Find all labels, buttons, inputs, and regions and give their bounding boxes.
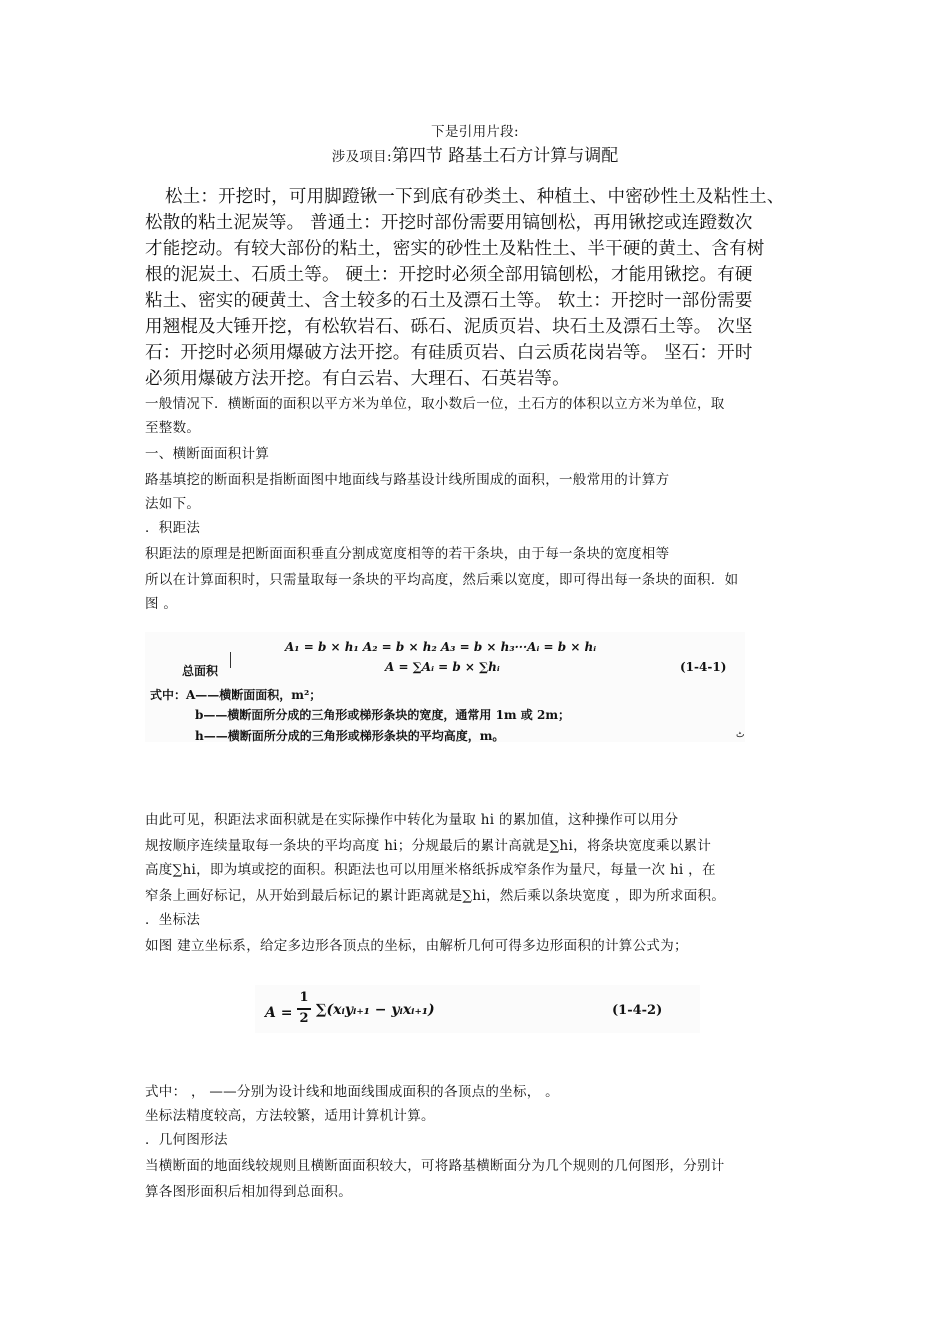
- formula1-mark: ٹ: [736, 730, 745, 740]
- formula1-number: (1-4-1): [680, 660, 727, 674]
- body1-line-3: 路基填挖的断面积是指断面图中地面线与路基设计线所围成的面积，一般常用的计算方: [145, 472, 670, 488]
- body3-line-3: 当横断面的地面线较规则且横断面面积较大，可将路基横断面分为几个规则的几何图形，分别计: [145, 1158, 725, 1174]
- formula2-frac-num: 1: [299, 990, 309, 1005]
- body3-line-1: 坐标法精度较高，方法较繁，适用计算机计算。: [145, 1108, 435, 1124]
- soil-line-2: 才能挖动。有较大部份的粘土，密实的砂性土及粘性土、半干硬的黄土、含有树: [145, 239, 765, 259]
- formula1-where3: h——横断面所分成的三角形或梯形条块的平均高度，m。: [195, 729, 505, 743]
- body2-line-5: 如图 建立坐标系，给定多边形各顶点的坐标，由解析几何可得多边形面积的计算公式为；: [145, 938, 688, 954]
- body3-line-4: 算各图形面积后相加得到总面积。: [145, 1184, 352, 1200]
- formula1-where2: b——横断面所分成的三角形或梯形条块的宽度，通常用 1m 或 2m；: [195, 708, 571, 722]
- body2-line-0: 由此可见，积距法求面积就是在实际操作中转化为量取 hi 的累加值，这种操作可以用分: [145, 812, 679, 828]
- subheading-zuobiao: ．坐标法: [145, 912, 201, 928]
- formula2-frac-den: 2: [299, 1011, 309, 1026]
- quote-intro: 下是引用片段:: [431, 124, 519, 140]
- body1-line-0: 一般情况下．横断面的面积以平方米为单位，取小数后一位，土石方的体积以立方米为单位，取: [145, 396, 725, 412]
- body3-line-0: 式中： ， ——分别为设计线和地面线围成面积的各顶点的坐标， 。: [145, 1084, 559, 1100]
- page-title: [0, 141, 950, 166]
- section-title: 第四节 路基土石方计算与调配: [391, 146, 619, 166]
- text-cursor-icon: [230, 652, 231, 668]
- subheading-jiju: ．积距法: [145, 520, 201, 536]
- soil-line-0: 松土：开挖时，可用脚蹬锹一下到底有砂类土、种植土、中密砂性土及粘性土、: [165, 187, 785, 207]
- body2-line-1: 规按顺序连续量取每一条块的平均高度 hi；分规最后的累计高就是∑hi，将条块宽度乘以累计: [145, 838, 712, 854]
- body1-line-8: 图 。: [145, 596, 178, 612]
- soil-line-4: 粘土、密实的硬黄土、含土较多的石土及漂石土等。 软土：开挖时一部份需要: [145, 291, 753, 311]
- soil-line-5: 用翘棍及大锤开挖，有松软岩石、砾石、泥质页岩、块石土及漂石土等。 次坚: [145, 317, 753, 337]
- formula1-where1: 式中：A——横断面面积，m²；: [150, 688, 322, 702]
- soil-line-6: 石：开挖时必须用爆破方法开挖。有硅质页岩、白云质花岗岩等。 坚石：开时: [145, 343, 753, 363]
- formula2-lhs: A =: [265, 1005, 293, 1021]
- body1-line-6: 积距法的原理是把断面面积垂直分割成宽度相等的若干条块，由于每一条块的宽度相等: [145, 546, 670, 562]
- body2-line-2: 高度∑hi，即为填或挖的面积。积距法也可以用厘米格纸拆成窄条作为量尺，每量一次 hi ，在: [145, 862, 716, 878]
- project-label: 涉及项目:: [331, 149, 392, 165]
- body1-line-1: 至整数。: [145, 420, 201, 436]
- body1-line-4: 法如下。: [145, 496, 201, 512]
- soil-line-7: 必须用爆破方法开挖。有白云岩、大理石、石英岩等。: [145, 369, 570, 389]
- formula1-total-label: 总面积: [182, 664, 219, 678]
- formula2-sum: ∑(xᵢyᵢ₊₁ − yᵢxᵢ₊₁): [316, 1002, 435, 1018]
- formula2-number: (1-4-2): [612, 1003, 663, 1018]
- subheading-jihe: ．几何图形法: [145, 1132, 228, 1148]
- formula1-line1: A₁ = b × h₁ A₂ = b × h₂ A₃ = b × h₃···Aᵢ = b × hᵢ: [285, 640, 597, 654]
- soil-line-3: 根的泥炭土、石质土等。 硬土：开挖时必须全部用镐刨松，才能用锹挖。有硬: [145, 265, 753, 285]
- soil-line-1: 松散的粘土泥炭等。 普通土：开挖时部份需要用镐刨松，再用锹挖或连蹬数次: [145, 213, 753, 233]
- body1-line-7: 所以在计算面积时，只需量取每一条块的平均高度，然后乘以宽度，即可得出每一条块的面积．如: [145, 572, 739, 588]
- body2-line-3: 窄条上画好标记，从开始到最后标记的累计距离就是∑hi，然后乘以条块宽度 ，即为所求面积。: [145, 888, 726, 904]
- formula2-frac-bar: [297, 1008, 311, 1010]
- section-heading-area: 一、横断面面积计算: [145, 446, 270, 462]
- formula1-line2: A = ∑Aᵢ = b × ∑hᵢ: [385, 660, 500, 674]
